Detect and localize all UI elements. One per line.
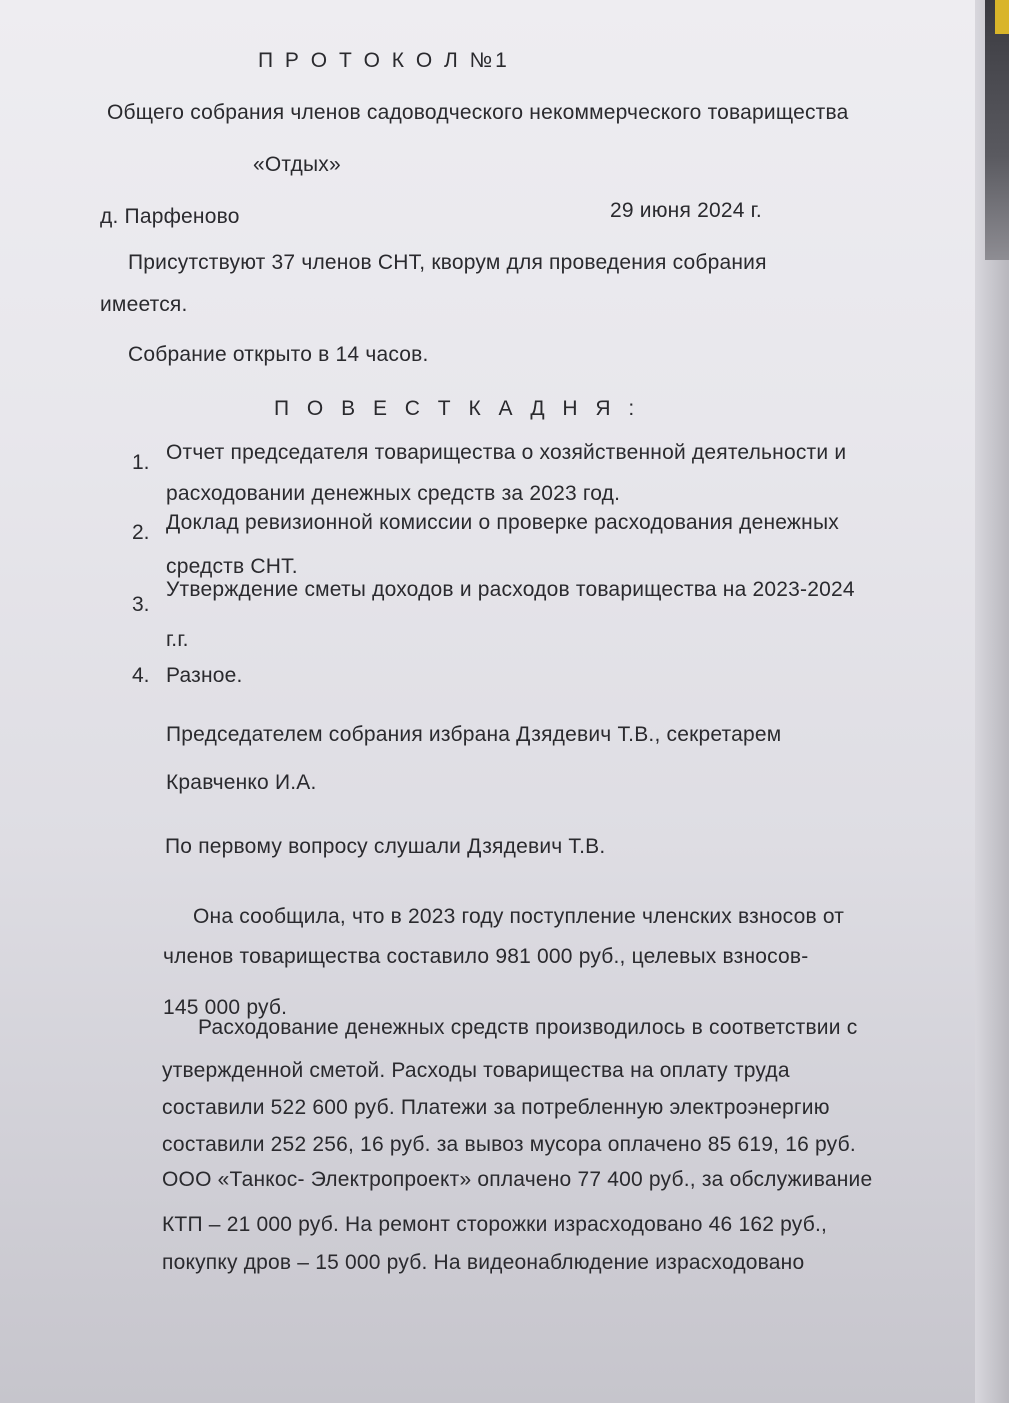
attendance-text-line2: имеется.: [100, 293, 188, 316]
agenda-heading: П О В Е С Т К А Д Н Я :: [274, 397, 641, 420]
agenda-item-1-number: 1.: [132, 451, 150, 474]
attendance-text-line1: Присутствуют 37 членов СНТ, кворум для проведения собрания: [128, 251, 767, 274]
meeting-opened-text: Собрание открыто в 14 часов.: [128, 343, 429, 366]
expense-line-3: составили 522 600 руб. Платежи за потребленную электроэнергию: [162, 1096, 830, 1119]
expense-line-2: утвержденной сметой. Расходы товарищества на оплату труда: [162, 1059, 790, 1082]
agenda-item-2-number: 2.: [132, 521, 150, 544]
expense-line-7: покупку дров – 15 000 руб. На видеонаблюдение израсходовано: [162, 1251, 805, 1274]
background-yellow-patch: [995, 0, 1009, 34]
chair-text-line1: Председателем собрания избрана Дзядевич Т.В., секретарем: [166, 723, 782, 746]
report-line-2: членов товарищества составило 981 000 руб., целевых взносов-: [163, 945, 809, 968]
report-line-3: 145 000 руб.: [163, 996, 288, 1019]
agenda-item-3-line2: г.г.: [166, 628, 189, 651]
expense-line-6: КТП – 21 000 руб. На ремонт сторожки израсходовано 46 162 руб.,: [162, 1213, 828, 1236]
meeting-place: д. Парфеново: [100, 205, 240, 228]
expense-line-4: составили 252 256, 16 руб. за вывоз мусора оплачено 85 619, 16 руб.: [162, 1133, 856, 1156]
first-question-text: По первому вопросу слушали Дзядевич Т.В.: [165, 835, 606, 858]
agenda-item-4-number: 4.: [132, 664, 150, 687]
agenda-item-3-line1: Утверждение сметы доходов и расходов товарищества на 2023-2024: [166, 578, 855, 601]
agenda-item-1-line1: Отчет председателя товарищества о хозяйственной деятельности и: [166, 441, 847, 464]
organization-name: «Отдых»: [253, 153, 341, 176]
agenda-item-2-line1: Доклад ревизионной комиссии о проверке расходования денежных: [166, 511, 839, 534]
agenda-item-2-line2: средств СНТ.: [166, 555, 298, 578]
expense-line-1: Расходование денежных средств производилось в соответствии с: [198, 1016, 858, 1039]
document-subtitle: Общего собрания членов садоводческого некоммерческого товарищества: [107, 101, 849, 124]
report-line-1: Она сообщила, что в 2023 году поступление членских взносов от: [193, 905, 845, 928]
document-title: П Р О Т О К О Л №1: [258, 49, 510, 72]
chair-text-line2: Кравченко И.А.: [166, 771, 317, 794]
agenda-item-4-line1: Разное.: [166, 664, 243, 687]
agenda-item-1-line2: расходовании денежных средств за 2023 год.: [166, 482, 621, 505]
expense-line-5: ООО «Танкос- Электропроект» оплачено 77 400 руб., за обслуживание: [162, 1168, 873, 1191]
agenda-item-3-number: 3.: [132, 593, 150, 616]
meeting-date: 29 июня 2024 г.: [610, 199, 762, 222]
background-dark-corner: [985, 0, 1009, 260]
